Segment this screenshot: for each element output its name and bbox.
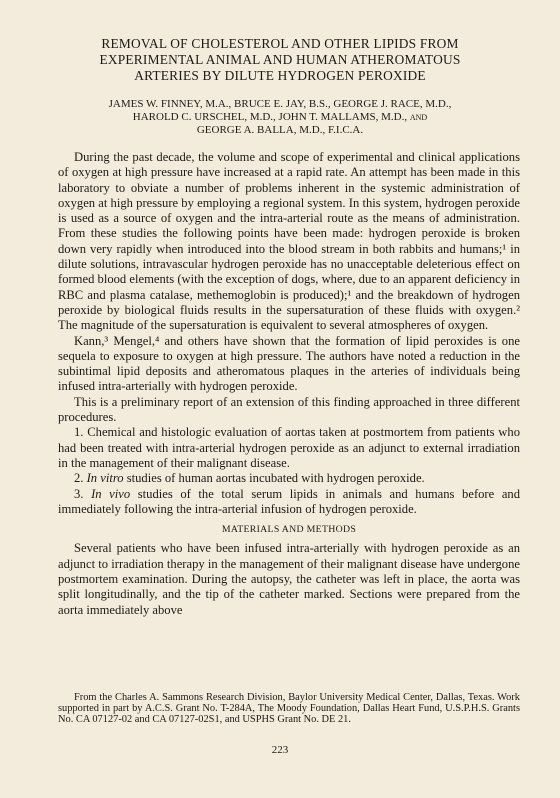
item-number: 3. bbox=[74, 486, 84, 501]
article-title bbox=[40, 36, 520, 84]
procedure-item-3 bbox=[58, 487, 520, 518]
author-line: GEORGE A. BALLA, M.D., F.I.C.A. bbox=[196, 124, 364, 136]
procedure-item-2 bbox=[58, 471, 520, 486]
item-number: 2. bbox=[74, 471, 84, 486]
paragraph-lipid-peroxides: Kann,³ Mengel,⁴ and others have shown that the formation of lipid peroxides is one sequela to exposure to oxygen at high pressure. The authors have noted a reduction in the subintimal lipid deposits and atheromatous plaques in the arteries of individuals being infused intra-arterially with hydrogen peroxide. bbox=[58, 333, 520, 394]
author-names: HAROLD C. URSCHEL, M.D., JOHN T. MALLAMS, M.D., bbox=[132, 110, 408, 123]
footnote bbox=[58, 692, 520, 726]
item-text: studies of human aortas incubated with hydrogen peroxide. bbox=[126, 471, 425, 486]
paragraph-methods: Several patients who have been infused intra-arterially with hydrogen peroxide as an adjunct to irradiation therapy in the management of their malignant disease have undergone postmortem examination. During the autopsy, the catheter was left in place, the aorta was split longitudinally, and the tip of the catheter marked. Sections were prepared from the aorta immediately above bbox=[58, 541, 520, 617]
item-emphasis: In vitro bbox=[86, 471, 124, 486]
title-line: REMOVAL OF CHOLESTEROL AND OTHER LIPIDS FROM bbox=[101, 36, 459, 51]
footnote-text: From the Charles A. Sammons Research Division, Baylor University Medical Center, Dallas, Texas. Work supported in part by A.C.S. Grant No. T-284A, The Moody Foundation, Dallas Heart Fund, U.S.P.H.S. Grants No. CA 07127-02 and CA 07127-02S1, and USPHS Grant No. DE 21. bbox=[58, 692, 520, 726]
author-conjunction: AND bbox=[409, 112, 428, 122]
item-text: studies of the total serum lipids in animals and humans before and immediately following the intra-arterial infusion of hydrogen peroxide. bbox=[58, 486, 521, 516]
paragraph-report: This is a preliminary report of an extension of this finding approached in three different procedures. bbox=[58, 394, 520, 425]
paragraph-intro: During the past decade, the volume and scope of experimental and clinical applications of oxygen at high pressure have increased at a rapid rate. An attempt has been made in this laboratory to obviate a number of problems inherent in the systemic administration of oxygen at high pressure by employing a regional system. In this system, hydrogen peroxide is used as a source of oxygen and the intra-arterial route as the means of administration. From these studies the following points have been made: hydrogen peroxide is broken down very rapidly when introduced into the blood stream in both rabbits and humans;¹ in dilute solutions, intravascular hydrogen peroxide has no unacceptable deleterious effect on formed blood elements (with the exception of dogs, where, due to an apparent deficiency in RBC and plasma catalase, methemoglobin is produced);¹ and the breakdown of hydrogen peroxide by biological fluids results in the supersaturation of these fluids with oxygen.² The magnitude of the supersaturation is equivalent to several atmospheres of oxygen. bbox=[58, 150, 520, 333]
author-list bbox=[40, 98, 520, 137]
author-line: JAMES W. FINNEY, M.A., BRUCE E. JAY, B.S., GEORGE J. RACE, M.D., bbox=[108, 98, 452, 110]
author-line bbox=[40, 111, 520, 125]
article-body bbox=[58, 150, 520, 618]
procedure-item-1: 1. Chemical and histologic evaluation of aortas taken at postmortem from patients who had been treated with intra-arterial hydrogen peroxide as an adjunct to external irradiation in the management of their malignant disease. bbox=[58, 425, 520, 470]
title-line: EXPERIMENTAL ANIMAL AND HUMAN ATHEROMATOUS bbox=[99, 52, 461, 67]
section-heading: MATERIALS AND METHODS bbox=[221, 524, 357, 536]
page-number: 223 bbox=[271, 744, 289, 756]
item-emphasis: In vivo bbox=[91, 486, 131, 501]
title-line: ARTERIES BY DILUTE HYDROGEN PEROXIDE bbox=[134, 68, 426, 83]
